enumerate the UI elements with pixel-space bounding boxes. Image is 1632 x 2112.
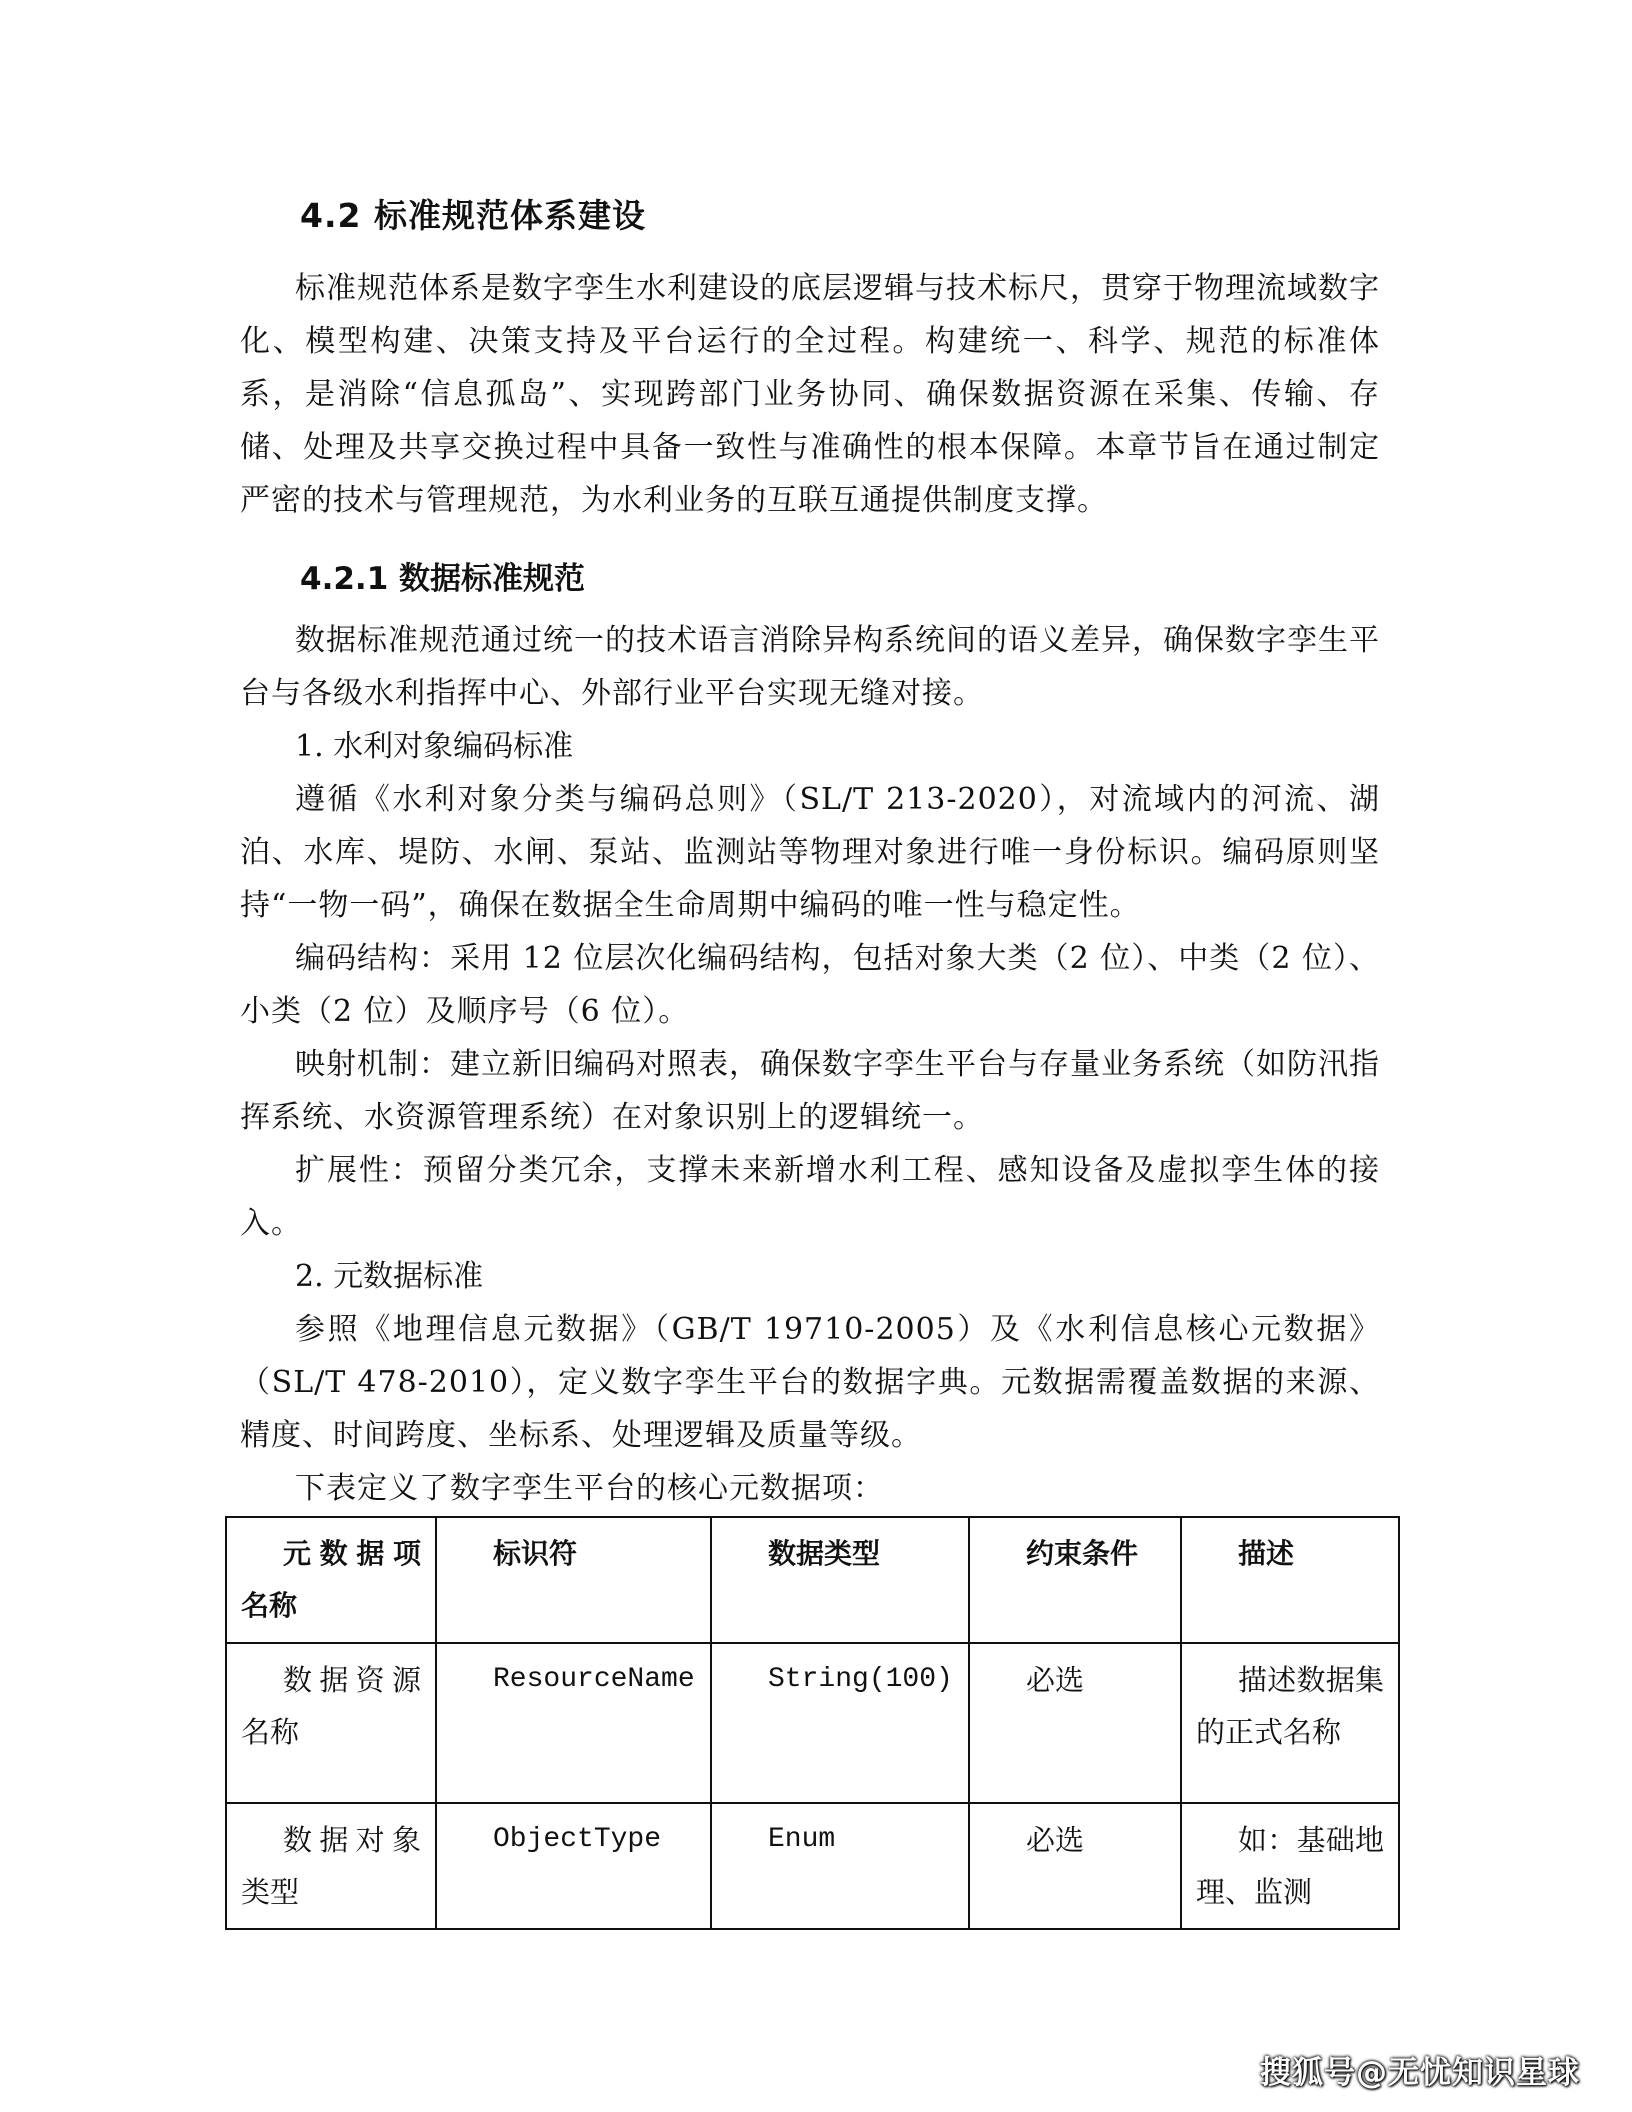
table-cell: 如：基础地理、监测 bbox=[1181, 1803, 1399, 1929]
table-row bbox=[226, 1803, 1399, 1929]
table-header-cell: 标识符 bbox=[436, 1517, 711, 1643]
section-intro-paragraph: 标准规范体系是数字孪生水利建设的底层逻辑与技术标尺，贯穿于物理流域数字化、模型构建、决策支持及平台运行的全过程。构建统一、科学、规范的标准体系，是消除“信息孤岛”、实现跨部门业务协同、确保数据资源在采集、传输、存储、处理及共享交换过程中具备一致性与准确性的根本保障。本章节旨在通过制定严密的技术与管理规范，为水利业务的互联互通提供制度支撑。 bbox=[240, 271, 1380, 518]
table-cell: String(100) bbox=[711, 1643, 969, 1803]
table-header-cell: 描述 bbox=[1181, 1517, 1399, 1643]
table-header-cell: 元数据项名称 bbox=[226, 1517, 436, 1643]
subsection-heading: 4.2.1 数据标准规范 bbox=[300, 561, 586, 597]
table-header-row bbox=[226, 1517, 1399, 1643]
item2-paragraph-1: 参照《地理信息元数据》（GB/T 19710-2005）及《水利信息核心元数据》（SL/T 478-2010），定义数字孪生平台的数据字典。元数据需覆盖数据的来源、精度、时间跨度、坐标系、处理逻辑及质量等级。 bbox=[240, 1312, 1380, 1453]
table-cell: Enum bbox=[711, 1803, 969, 1929]
item2-title: 2. 元数据标准 bbox=[295, 1259, 484, 1294]
table-row bbox=[226, 1643, 1399, 1803]
table-cell: ResourceName bbox=[436, 1643, 711, 1803]
item1-paragraph-1: 遵循《水利对象分类与编码总则》（SL/T 213-2020），对流域内的河流、湖泊、水库、堤防、水闸、泵站、监测站等物理对象进行唯一身份标识。编码原则坚持“一物一码”，确保在数据全生命周期中编码的唯一性与稳定性。 bbox=[240, 782, 1380, 923]
watermark: 搜狐号@无忧知识星球 bbox=[1260, 2055, 1580, 2091]
item1-paragraph-2: 编码结构：采用 12 位层次化编码结构，包括对象大类（2 位）、中类（2 位）、小类（2 位）及顺序号（6 位）。 bbox=[240, 941, 1380, 1029]
table-cell: ObjectType bbox=[436, 1803, 711, 1929]
item1-paragraph-3: 映射机制：建立新旧编码对照表，确保数字孪生平台与存量业务系统（如防汛指挥系统、水资源管理系统）在对象识别上的逻辑统一。 bbox=[240, 1047, 1380, 1135]
table-cell: 必选 bbox=[969, 1643, 1181, 1803]
table-header-cell: 数据类型 bbox=[711, 1517, 969, 1643]
table-caption: 下表定义了数字孪生平台的核心元数据项： bbox=[295, 1471, 884, 1506]
subsection-intro-paragraph: 数据标准规范通过统一的技术语言消除异构系统间的语义差异，确保数字孪生平台与各级水利指挥中心、外部行业平台实现无缝对接。 bbox=[240, 623, 1380, 711]
section-heading: 4.2 标准规范体系建设 bbox=[300, 196, 646, 235]
table-cell: 数据资源名称 bbox=[226, 1643, 436, 1803]
table-cell: 必选 bbox=[969, 1803, 1181, 1929]
item1-title: 1. 水利对象编码标准 bbox=[295, 729, 574, 764]
item1-paragraph-4: 扩展性：预留分类冗余，支撑未来新增水利工程、感知设备及虚拟孪生体的接入。 bbox=[240, 1153, 1380, 1241]
table-header-cell: 约束条件 bbox=[969, 1517, 1181, 1643]
metadata-table bbox=[225, 1516, 1400, 1930]
table-cell: 数据对象类型 bbox=[226, 1803, 436, 1929]
table-cell: 描述数据集的正式名称 bbox=[1181, 1643, 1399, 1803]
